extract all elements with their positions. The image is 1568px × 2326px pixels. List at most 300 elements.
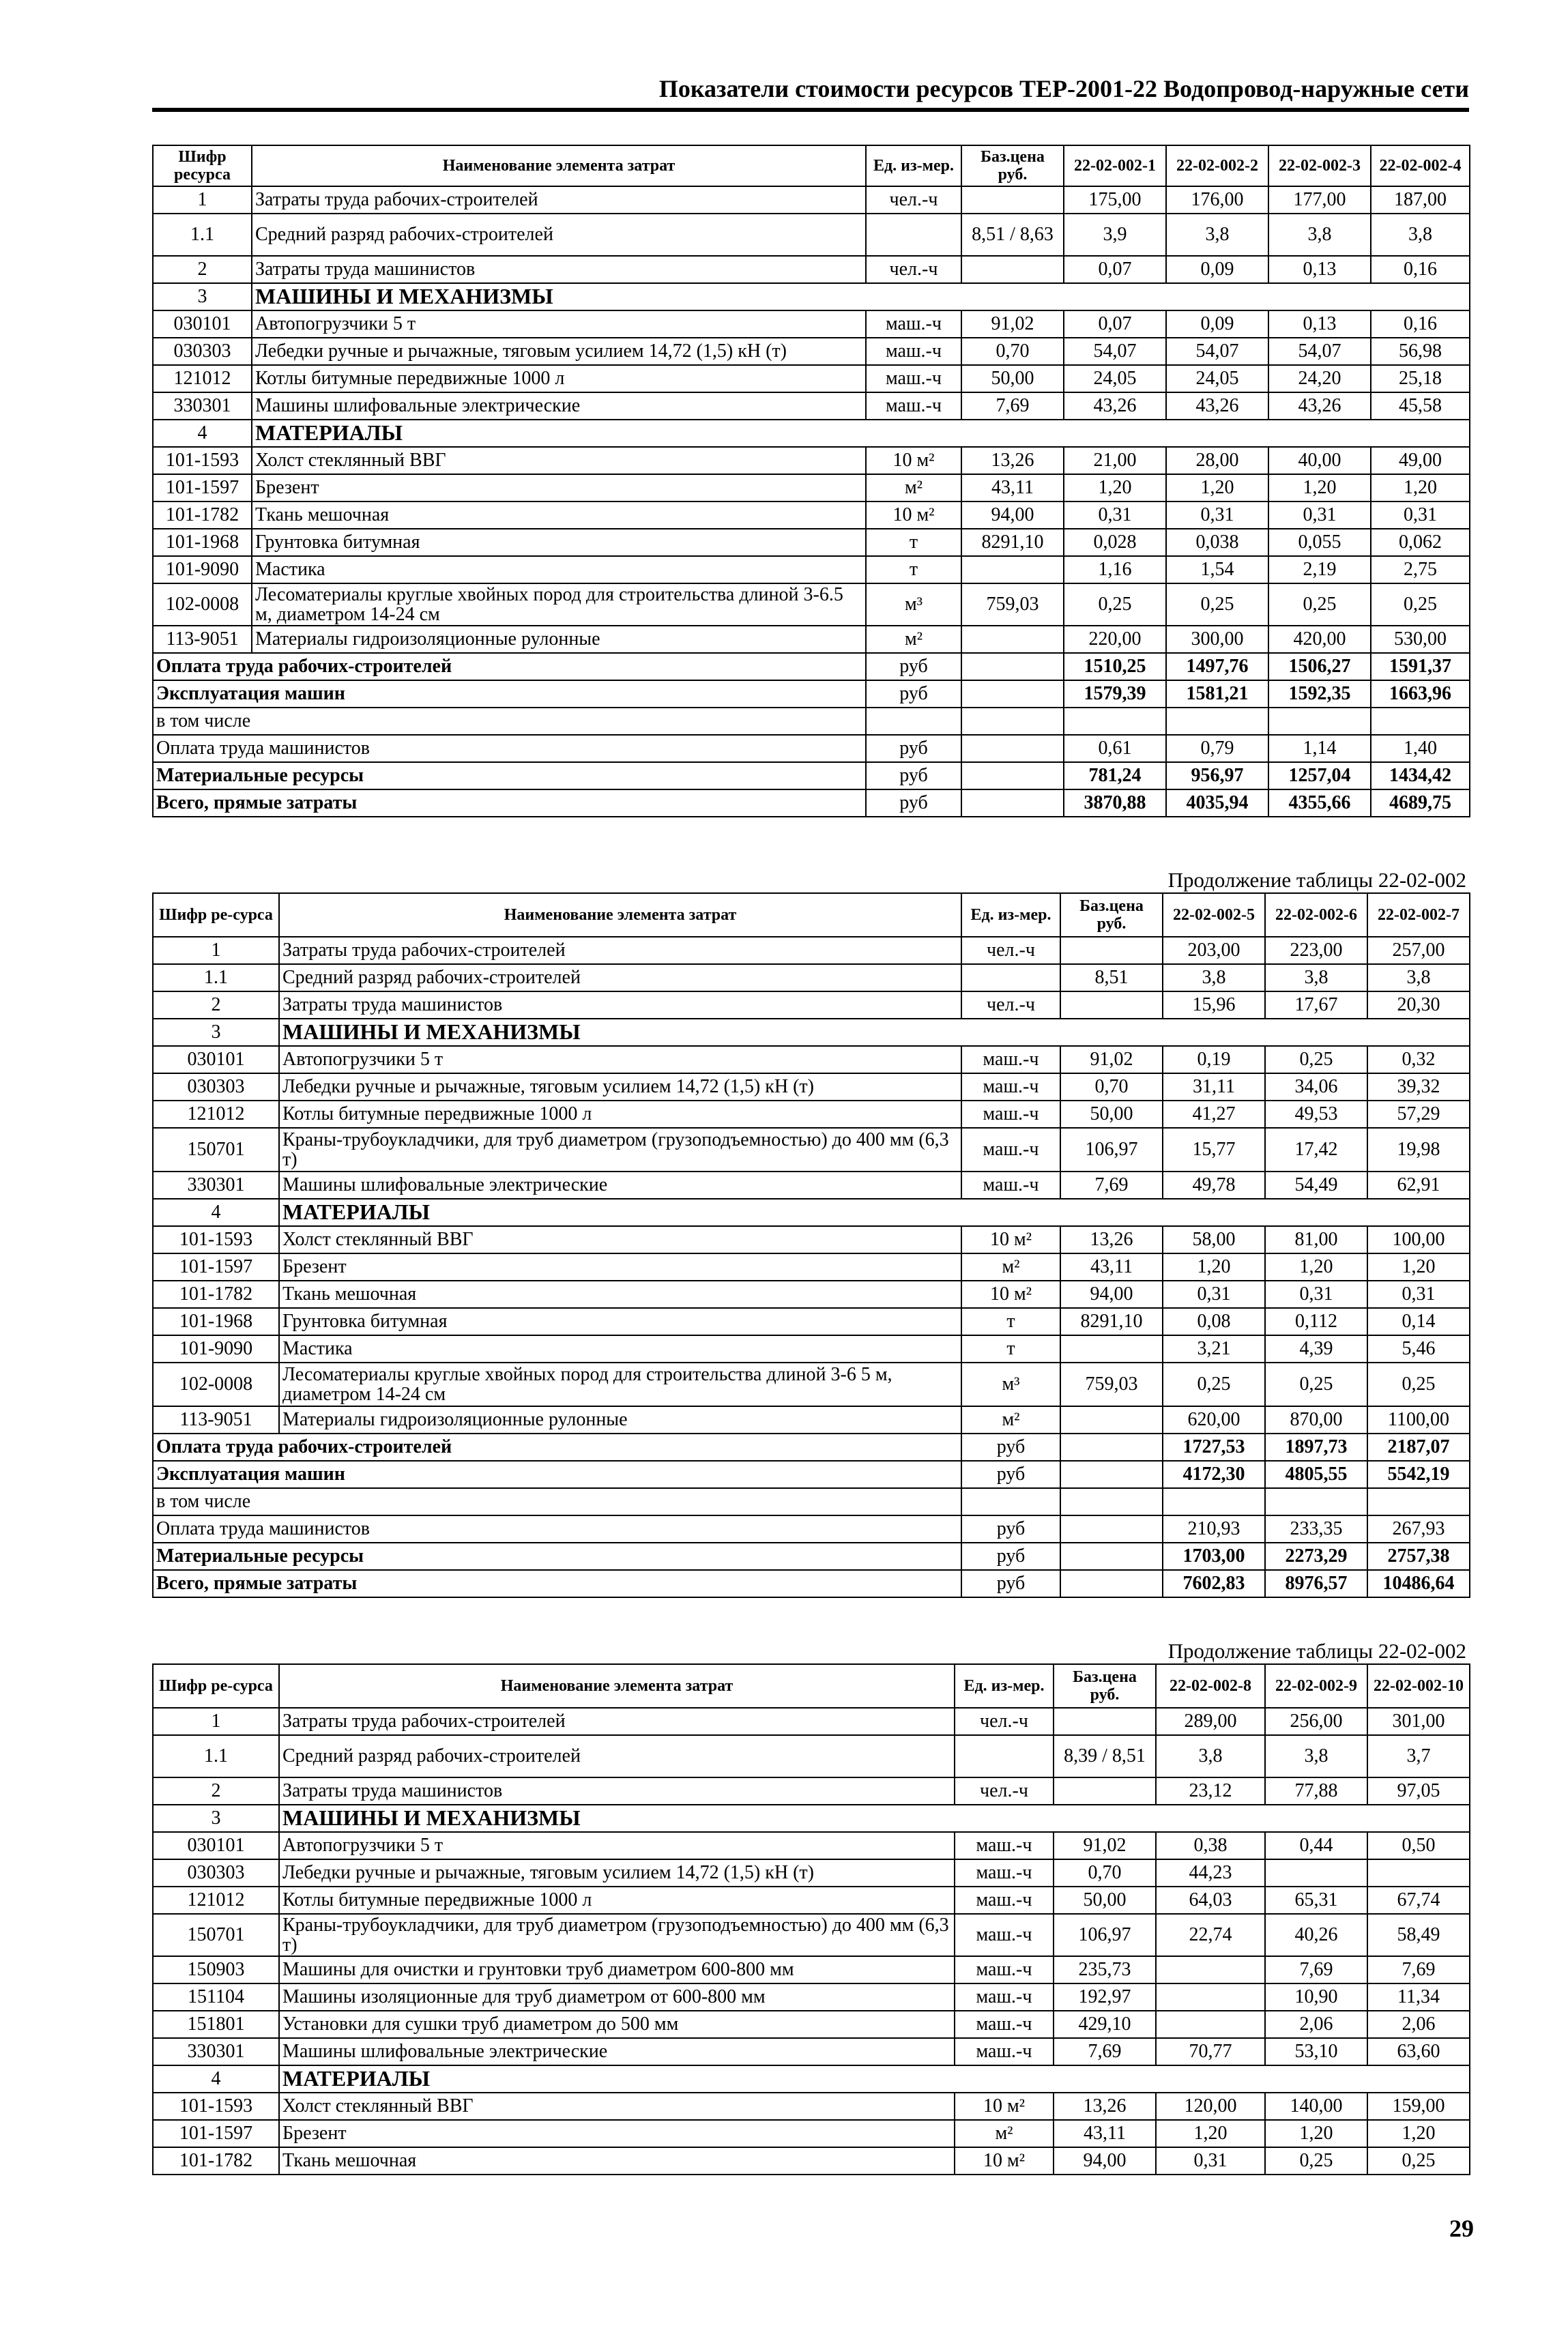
base-price	[1054, 1708, 1156, 1735]
summary-label: Оплата труда рабочих-строителей	[153, 1434, 961, 1461]
resource-table-2	[152, 868, 1469, 1598]
resource-code: 150903	[153, 1956, 279, 1983]
norm-value: 3,8	[1156, 1735, 1265, 1777]
unit	[961, 964, 1060, 991]
summary-sublabel: Оплата труда машинистов	[153, 735, 866, 762]
resource-code: 121012	[153, 1887, 279, 1914]
cost-element-name: Брезент	[279, 1253, 961, 1281]
summary-label: Материальные ресурсы	[153, 1543, 961, 1570]
base-price	[961, 186, 1064, 214]
cost-element-name: Мастика	[279, 1335, 961, 1363]
cost-element-name: Брезент	[252, 474, 866, 501]
base-price: 43,11	[1060, 1253, 1163, 1281]
norm-value: 43,26	[1268, 392, 1371, 420]
header-base-price: Баз.цена руб.	[1060, 893, 1163, 937]
summary-row	[153, 1488, 1470, 1515]
base-price: 235,73	[1054, 1956, 1156, 1983]
norm-value: 31,11	[1163, 1073, 1265, 1101]
norm-value: 23,12	[1156, 1777, 1265, 1805]
norm-value: 2,19	[1268, 556, 1371, 583]
cost-element-name: Лебедки ручные и рычажные, тяговым усилием 14,72 (1,5) кН (т)	[279, 1073, 961, 1101]
norm-value: 0,25	[1268, 583, 1371, 626]
unit: 10 м²	[866, 447, 961, 474]
base-price	[961, 708, 1064, 735]
section-row	[153, 2065, 1470, 2093]
norm-value: 3,8	[1265, 1735, 1367, 1777]
norm-value: 0,08	[1163, 1308, 1265, 1335]
norm-value: 19,98	[1367, 1128, 1470, 1172]
summary-value: 4355,66	[1268, 789, 1371, 817]
base-price: 0,70	[1054, 1859, 1156, 1887]
cost-element-name: Котлы битумные передвижные 1000 л	[279, 1101, 961, 1128]
summary-value	[1163, 1488, 1265, 1515]
base-price	[1060, 1434, 1163, 1461]
norm-value: 0,31	[1064, 501, 1166, 529]
header-unit: Ед. из-мер.	[955, 1664, 1054, 1708]
summary-value: 1897,73	[1265, 1434, 1367, 1461]
norm-value: 39,32	[1367, 1073, 1470, 1101]
cost-element-name: Автопогрузчики 5 т	[252, 310, 866, 338]
resource-code: 121012	[153, 365, 252, 392]
section-row	[153, 420, 1470, 447]
resource-code: 121012	[153, 1101, 279, 1128]
norm-value: 100,00	[1367, 1226, 1470, 1253]
norm-value: 0,19	[1163, 1046, 1265, 1073]
base-price	[1060, 991, 1163, 1019]
base-price	[1054, 1777, 1156, 1805]
base-price: 192,97	[1054, 1983, 1156, 2011]
unit: руб	[866, 789, 961, 817]
summary-value: 1510,25	[1064, 653, 1166, 680]
section-row	[153, 1805, 1470, 1832]
norm-value: 49,78	[1163, 1172, 1265, 1199]
header-row	[153, 893, 1470, 937]
norm-value: 54,07	[1166, 338, 1268, 365]
cost-element-name: Машины шлифовальные электрические	[252, 392, 866, 420]
summary-value: 1591,37	[1371, 653, 1470, 680]
base-price: 759,03	[961, 583, 1064, 626]
summary-value: 1506,27	[1268, 653, 1371, 680]
norm-value: 175,00	[1064, 186, 1166, 214]
summary-value: 233,35	[1265, 1515, 1367, 1543]
cost-element-name: Средний разряд рабочих-строителей	[279, 1735, 955, 1777]
norm-value: 17,67	[1265, 991, 1367, 1019]
summary-value: 4035,94	[1166, 789, 1268, 817]
summary-label: Всего, прямые затраты	[153, 789, 866, 817]
norm-value: 3,7	[1367, 1735, 1470, 1777]
unit	[955, 1735, 1054, 1777]
norm-value: 7,69	[1265, 1956, 1367, 1983]
header-base-price: Баз.цена руб.	[1054, 1664, 1156, 1708]
section-row	[153, 1199, 1470, 1226]
unit: т	[866, 529, 961, 556]
norm-value: 0,25	[1265, 2147, 1367, 2175]
base-price	[961, 680, 1064, 708]
unit: руб	[866, 762, 961, 789]
unit: руб	[961, 1570, 1060, 1597]
norm-value: 0,112	[1265, 1308, 1367, 1335]
norm-value: 0,31	[1268, 501, 1371, 529]
cost-element-name: Средний разряд рабочих-строителей	[279, 964, 961, 991]
summary-value: 1497,76	[1166, 653, 1268, 680]
unit: т	[961, 1335, 1060, 1363]
norm-value: 1,20	[1265, 1253, 1367, 1281]
table-row	[153, 338, 1470, 365]
base-price: 43,11	[1054, 2120, 1156, 2147]
section-number: 3	[153, 1805, 279, 1832]
norm-value: 0,13	[1268, 256, 1371, 283]
norm-value: 187,00	[1371, 186, 1470, 214]
header-norm-code: 22-02-002-7	[1367, 893, 1470, 937]
norm-value: 67,74	[1367, 1887, 1470, 1914]
base-price: 91,02	[1054, 1832, 1156, 1859]
table-row	[153, 365, 1470, 392]
base-price	[961, 789, 1064, 817]
norm-value: 3,8	[1367, 964, 1470, 991]
summary-sublabel: в том числе	[153, 708, 866, 735]
base-price: 94,00	[961, 501, 1064, 529]
norm-value: 0,25	[1367, 1363, 1470, 1406]
unit: чел.-ч	[955, 1777, 1054, 1805]
unit: чел.-ч	[961, 991, 1060, 1019]
table-row	[153, 1172, 1470, 1199]
norm-value: 70,77	[1156, 2038, 1265, 2065]
unit: маш.-ч	[955, 2011, 1054, 2038]
norm-value: 1,16	[1064, 556, 1166, 583]
cost-element-name: Лесоматериалы круглые хвойных пород для строительства длиной 3-6.5 м, диаметром 14-24 см	[252, 583, 866, 626]
base-price	[961, 762, 1064, 789]
section-number: 4	[153, 1199, 279, 1226]
norm-value: 0,25	[1064, 583, 1166, 626]
table-row	[153, 474, 1470, 501]
resource-code: 101-1597	[153, 2120, 279, 2147]
cost-element-name: Затраты труда рабочих-строителей	[279, 1708, 955, 1735]
header-norm-code: 22-02-002-9	[1265, 1664, 1367, 1708]
table-row	[153, 1983, 1470, 2011]
summary-value: 1581,21	[1166, 680, 1268, 708]
summary-value: 7602,83	[1163, 1570, 1265, 1597]
unit: чел.-ч	[961, 937, 1060, 964]
norm-value: 1,20	[1166, 474, 1268, 501]
section-title: МАШИНЫ И МЕХАНИЗМЫ	[252, 283, 1470, 310]
cost-element-name: Установки для сушки труб диаметром до 500 мм	[279, 2011, 955, 2038]
norm-value: 177,00	[1268, 186, 1371, 214]
norm-value: 0,25	[1265, 1363, 1367, 1406]
resource-code: 330301	[153, 2038, 279, 2065]
norm-value: 58,49	[1367, 1914, 1470, 1956]
cost-element-name: Лебедки ручные и рычажные, тяговым усилием 14,72 (1,5) кН (т)	[279, 1859, 955, 1887]
summary-value: 1434,42	[1371, 762, 1470, 789]
table-row	[153, 1128, 1470, 1172]
unit: маш.-ч	[955, 1983, 1054, 2011]
norm-value: 56,98	[1371, 338, 1470, 365]
summary-value: 0,79	[1166, 735, 1268, 762]
norm-value: 0,07	[1064, 310, 1166, 338]
header-resource-code: Шифр ре-сурса	[153, 893, 279, 937]
base-price: 50,00	[1060, 1101, 1163, 1128]
norm-value	[1265, 1859, 1367, 1887]
norm-value: 1,20	[1265, 2120, 1367, 2147]
summary-value: 4689,75	[1371, 789, 1470, 817]
norm-value: 0,09	[1166, 256, 1268, 283]
section-row	[153, 1019, 1470, 1046]
base-price	[961, 735, 1064, 762]
header-base-price: Баз.цена руб.	[961, 145, 1064, 186]
norm-value: 10,90	[1265, 1983, 1367, 2011]
unit: маш.-ч	[866, 365, 961, 392]
base-price: 7,69	[961, 392, 1064, 420]
section-title: МАТЕРИАЛЫ	[279, 2065, 1470, 2093]
unit: маш.-ч	[961, 1128, 1060, 1172]
resource-code: 030101	[153, 1046, 279, 1073]
norm-value: 620,00	[1163, 1406, 1265, 1434]
norm-value: 3,8	[1166, 214, 1268, 256]
cost-element-name: Средний разряд рабочих-строителей	[252, 214, 866, 256]
norm-value: 300,00	[1166, 626, 1268, 653]
summary-value	[1265, 1488, 1367, 1515]
cost-element-name: Котлы битумные передвижные 1000 л	[252, 365, 866, 392]
norm-value: 54,07	[1064, 338, 1166, 365]
norm-value: 176,00	[1166, 186, 1268, 214]
table-row	[153, 1735, 1470, 1777]
table-row	[153, 1887, 1470, 1914]
table-row	[153, 1101, 1470, 1128]
norm-value: 54,07	[1268, 338, 1371, 365]
norm-value: 43,26	[1064, 392, 1166, 420]
header-resource-code: Шифр ресурса	[153, 145, 252, 186]
base-price: 50,00	[1054, 1887, 1156, 1914]
summary-label: Эксплуатация машин	[153, 680, 866, 708]
norm-value: 3,21	[1163, 1335, 1265, 1363]
unit: маш.-ч	[955, 1832, 1054, 1859]
norm-value: 3,8	[1265, 964, 1367, 991]
resource-code: 101-9090	[153, 556, 252, 583]
cost-element-name: Ткань мешочная	[279, 2147, 955, 2175]
summary-value: 2757,38	[1367, 1543, 1470, 1570]
unit: маш.-ч	[961, 1101, 1060, 1128]
unit: руб	[961, 1543, 1060, 1570]
norm-value: 420,00	[1268, 626, 1371, 653]
header-norm-code: 22-02-002-8	[1156, 1664, 1265, 1708]
summary-value: 4805,55	[1265, 1461, 1367, 1488]
norm-value: 0,38	[1156, 1832, 1265, 1859]
unit: маш.-ч	[866, 310, 961, 338]
summary-value: 8976,57	[1265, 1570, 1367, 1597]
summary-row	[153, 653, 1470, 680]
resource-code: 113-9051	[153, 626, 252, 653]
base-price: 91,02	[961, 310, 1064, 338]
base-price	[1060, 937, 1163, 964]
resource-code: 151801	[153, 2011, 279, 2038]
unit: чел.-ч	[866, 256, 961, 283]
norm-value: 24,20	[1268, 365, 1371, 392]
section-number: 4	[153, 2065, 279, 2093]
cost-element-name: Грунтовка битумная	[252, 529, 866, 556]
cost-element-name: Материалы гидроизоляционные рулонные	[279, 1406, 961, 1434]
unit: руб	[961, 1434, 1060, 1461]
norm-value: 62,91	[1367, 1172, 1470, 1199]
base-price: 43,11	[961, 474, 1064, 501]
cost-element-name: Автопогрузчики 5 т	[279, 1046, 961, 1073]
cost-element-name: Машины шлифовальные электрические	[279, 1172, 961, 1199]
base-price	[1060, 1406, 1163, 1434]
norm-value	[1156, 1983, 1265, 2011]
cost-element-name: Машины шлифовальные электрические	[279, 2038, 955, 2065]
summary-value: 5542,19	[1367, 1461, 1470, 1488]
norm-value: 53,10	[1265, 2038, 1367, 2065]
norm-value: 256,00	[1265, 1708, 1367, 1735]
resource-code: 102-0008	[153, 583, 252, 626]
cost-element-name: Материалы гидроизоляционные рулонные	[252, 626, 866, 653]
norm-value: 49,00	[1371, 447, 1470, 474]
resource-code: 030101	[153, 1832, 279, 1859]
section-title: МАТЕРИАЛЫ	[279, 1199, 1470, 1226]
base-price: 94,00	[1060, 1281, 1163, 1308]
unit: маш.-ч	[955, 1859, 1054, 1887]
norm-value: 0,055	[1268, 529, 1371, 556]
cost-element-name: Лесоматериалы круглые хвойных пород для строительства длиной 3-6 5 м, диаметром 14-24 см	[279, 1363, 961, 1406]
unit: маш.-ч	[955, 1887, 1054, 1914]
continuation-title: Продолжение таблицы 22-02-002	[1167, 1639, 1466, 1663]
unit: м²	[961, 1406, 1060, 1434]
norm-value: 81,00	[1265, 1226, 1367, 1253]
resource-code: 101-1782	[153, 2147, 279, 2175]
norm-value: 1100,00	[1367, 1406, 1470, 1434]
resource-code: 2	[153, 1777, 279, 1805]
norm-value: 159,00	[1367, 2093, 1470, 2120]
base-price: 759,03	[1060, 1363, 1163, 1406]
section-row	[153, 283, 1470, 310]
cost-element-name: Автопогрузчики 5 т	[279, 1832, 955, 1859]
norm-value: 11,34	[1367, 1983, 1470, 2011]
norm-value: 57,29	[1367, 1101, 1470, 1128]
resource-code: 102-0008	[153, 1363, 279, 1406]
section-number: 4	[153, 420, 252, 447]
summary-row	[153, 1570, 1470, 1597]
summary-value: 2187,07	[1367, 1434, 1470, 1461]
norm-value: 22,74	[1156, 1914, 1265, 1956]
header-unit: Ед. из-мер.	[961, 893, 1060, 937]
norm-value: 0,16	[1371, 310, 1470, 338]
norm-value: 34,06	[1265, 1073, 1367, 1101]
table-row	[153, 1073, 1470, 1101]
resource-code: 1.1	[153, 1735, 279, 1777]
header-cost-element-name: Наименование элемента затрат	[252, 145, 866, 186]
norm-value: 140,00	[1265, 2093, 1367, 2120]
table-row	[153, 1956, 1470, 1983]
summary-value: 4172,30	[1163, 1461, 1265, 1488]
resource-code: 030303	[153, 1859, 279, 1887]
summary-value: 1579,39	[1064, 680, 1166, 708]
summary-value: 1703,00	[1163, 1543, 1265, 1570]
summary-value: 2273,29	[1265, 1543, 1367, 1570]
norm-value: 301,00	[1367, 1708, 1470, 1735]
norm-value: 24,05	[1166, 365, 1268, 392]
norm-value: 40,26	[1265, 1914, 1367, 1956]
unit: т	[866, 556, 961, 583]
table-row	[153, 1708, 1470, 1735]
cost-element-name: Лебедки ручные и рычажные, тяговым усилием 14,72 (1,5) кН (т)	[252, 338, 866, 365]
unit: маш.-ч	[961, 1046, 1060, 1073]
table-row	[153, 2011, 1470, 2038]
summary-row	[153, 1461, 1470, 1488]
summary-value: 1663,96	[1371, 680, 1470, 708]
summary-label: Эксплуатация машин	[153, 1461, 961, 1488]
norm-value: 1,20	[1268, 474, 1371, 501]
norm-value: 24,05	[1064, 365, 1166, 392]
summary-value: 267,93	[1367, 1515, 1470, 1543]
norm-value: 43,26	[1166, 392, 1268, 420]
cost-element-name: Машины изоляционные для труб диаметром от 600-800 мм	[279, 1983, 955, 2011]
norm-value: 1,20	[1371, 474, 1470, 501]
norm-value: 203,00	[1163, 937, 1265, 964]
table-row	[153, 256, 1470, 283]
resource-table-1	[152, 145, 1469, 817]
unit: м³	[866, 583, 961, 626]
base-price: 13,26	[961, 447, 1064, 474]
unit: руб	[961, 1515, 1060, 1543]
base-price: 8291,10	[1060, 1308, 1163, 1335]
norm-value: 2,06	[1367, 2011, 1470, 2038]
summary-row	[153, 680, 1470, 708]
header-row	[153, 1664, 1470, 1708]
resource-code: 101-1968	[153, 1308, 279, 1335]
norm-value: 1,20	[1163, 1253, 1265, 1281]
unit: м²	[866, 474, 961, 501]
norm-value: 1,20	[1367, 2120, 1470, 2147]
summary-row	[153, 1434, 1470, 1461]
table-row	[153, 501, 1470, 529]
summary-value	[1371, 708, 1470, 735]
norm-value	[1156, 1956, 1265, 1983]
resource-code: 030303	[153, 338, 252, 365]
norm-value: 3,8	[1268, 214, 1371, 256]
unit: м²	[866, 626, 961, 653]
unit: маш.-ч	[866, 392, 961, 420]
unit: маш.-ч	[955, 1914, 1054, 1956]
continuation-title: Продолжение таблицы 22-02-002	[1167, 868, 1466, 892]
norm-value: 289,00	[1156, 1708, 1265, 1735]
norm-value: 0,31	[1367, 1281, 1470, 1308]
norm-value: 0,25	[1367, 2147, 1470, 2175]
base-price	[1060, 1543, 1163, 1570]
table-row	[153, 447, 1470, 474]
cost-element-name: Брезент	[279, 2120, 955, 2147]
table-row	[153, 1859, 1470, 1887]
unit: чел.-ч	[955, 1708, 1054, 1735]
base-price	[1060, 1570, 1163, 1597]
cost-element-name: Котлы битумные передвижные 1000 л	[279, 1887, 955, 1914]
base-price: 0,70	[1060, 1073, 1163, 1101]
norm-value: 17,42	[1265, 1128, 1367, 1172]
table-row	[153, 2038, 1470, 2065]
norm-value: 2,75	[1371, 556, 1470, 583]
table-row	[153, 214, 1470, 256]
summary-row	[153, 1515, 1470, 1543]
table-row	[153, 186, 1470, 214]
header-resource-code: Шифр ре-сурса	[153, 1664, 279, 1708]
header-unit: Ед. из-мер.	[866, 145, 961, 186]
summary-value: 1727,53	[1163, 1434, 1265, 1461]
base-price: 8,39 / 8,51	[1054, 1735, 1156, 1777]
base-price	[961, 556, 1064, 583]
cost-element-name: Затраты труда машинистов	[252, 256, 866, 283]
header-cost-element-name: Наименование элемента затрат	[279, 893, 961, 937]
base-price: 8,51 / 8,63	[961, 214, 1064, 256]
norm-value: 1,54	[1166, 556, 1268, 583]
base-price: 50,00	[961, 365, 1064, 392]
summary-row	[153, 762, 1470, 789]
